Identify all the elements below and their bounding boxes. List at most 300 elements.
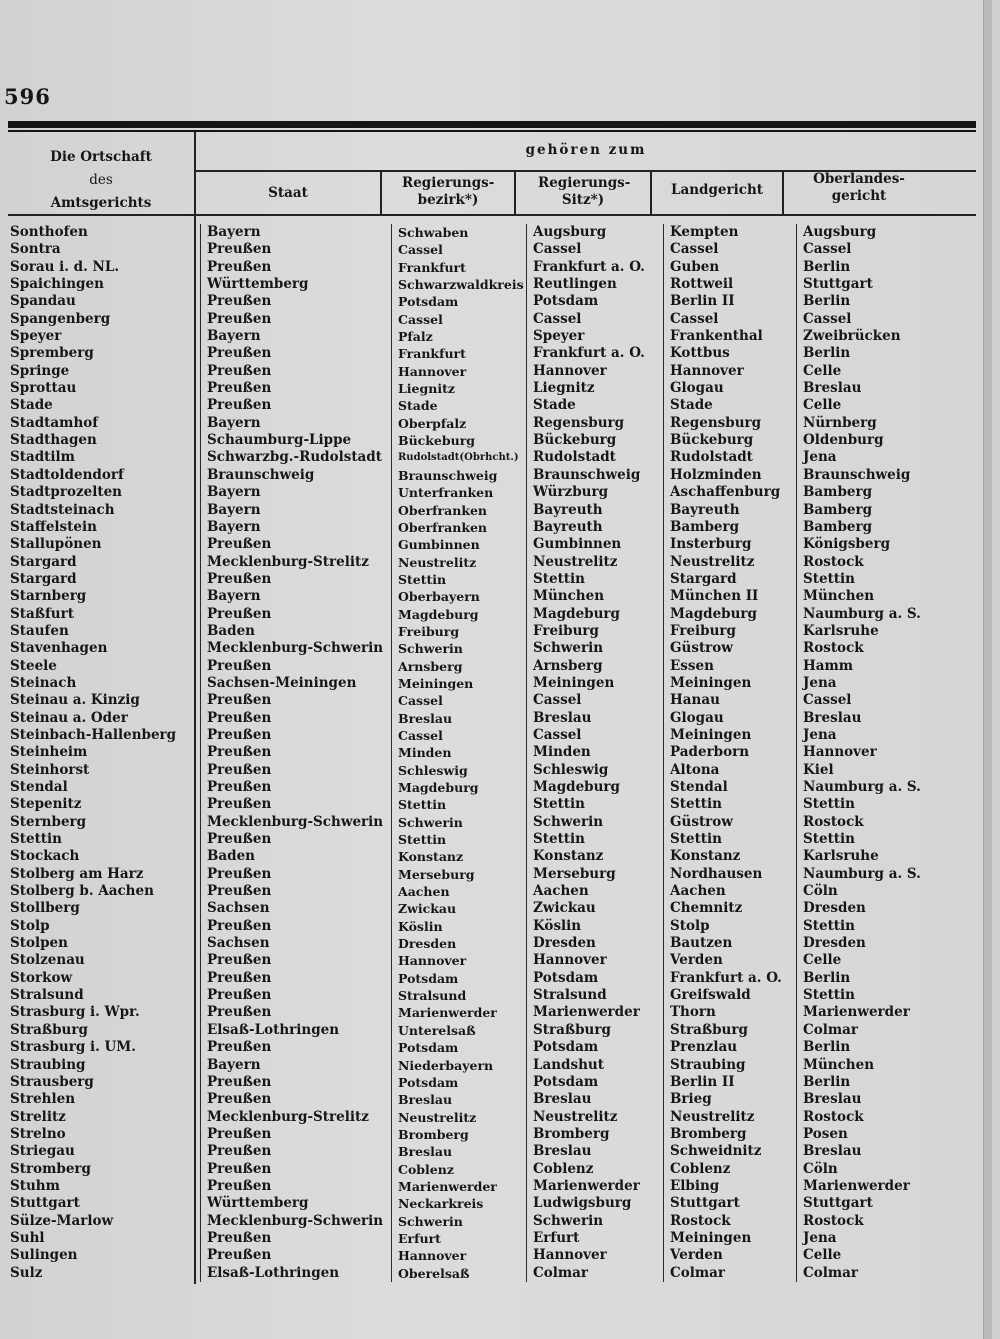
cell-staat: Preußen [200, 831, 391, 848]
cell-landgericht: Stargard [663, 571, 796, 588]
cell-oberlandesgericht: Stettin [796, 831, 953, 848]
cell-oberlandesgericht: Breslau [796, 710, 953, 727]
cell-landgericht: Greifswald [663, 987, 796, 1004]
cell-staat: Mecklenburg-Strelitz [200, 1109, 391, 1126]
table-row [10, 692, 970, 709]
cell-ortschaft: Stadthagen [10, 432, 97, 449]
cell-staat: Elsaß-Lothringen [200, 1022, 391, 1039]
cell-landgericht: Kottbus [663, 345, 796, 362]
cell-regierungssitz: Konstanz [526, 848, 663, 865]
cell-regierungssitz: Regensburg [526, 415, 663, 432]
cell-staat: Preußen [200, 952, 391, 969]
cell-oberlandesgericht: Dresden [796, 900, 953, 917]
cell-oberlandesgericht: Berlin [796, 970, 953, 987]
cell-landgericht: Neustrelitz [663, 1109, 796, 1126]
cell-ortschaft: Sternberg [10, 813, 87, 830]
cell-staat: Preußen [200, 692, 391, 709]
cell-ortschaft: Suhl [10, 1229, 45, 1246]
cell-landgericht: Guben [663, 259, 796, 276]
cell-regierungsbezirk: Potsdam [391, 1039, 526, 1056]
cell-staat: Preußen [200, 397, 391, 414]
header-ortschaft-line2: des [89, 171, 113, 188]
table-row [10, 276, 970, 293]
cell-ortschaft: Staffelstein [10, 518, 97, 535]
cell-ortschaft: Stolberg b. Aachen [10, 883, 154, 900]
cell-landgericht: Stendal [663, 779, 796, 796]
cell-staat: Preußen [200, 311, 391, 328]
cell-regierungssitz: Breslau [526, 1091, 663, 1108]
cell-oberlandesgericht: Karlsruhe [796, 623, 953, 640]
header-ortschaft-line3: Amtsgerichts [50, 194, 152, 211]
cell-landgericht: Freiburg [663, 623, 796, 640]
table-row [10, 952, 970, 969]
table-row [10, 744, 970, 761]
cell-oberlandesgericht: Berlin [796, 1074, 953, 1091]
cell-oberlandesgericht: Marienwerder [796, 1178, 953, 1195]
cell-regierungssitz: Colmar [526, 1265, 663, 1282]
cell-oberlandesgericht: München [796, 1057, 953, 1074]
header-group-label: gehören zum [525, 142, 647, 158]
cell-ortschaft: Spandau [10, 293, 76, 310]
cell-landgericht: Rudolstadt [663, 449, 796, 466]
cell-oberlandesgericht: Naumburg a. S. [796, 606, 953, 623]
cell-regierungsbezirk: Stade [391, 397, 526, 414]
cell-regierungssitz: Aachen [526, 883, 663, 900]
cell-ortschaft: Stralsund [10, 987, 84, 1004]
cell-oberlandesgericht: Stettin [796, 987, 953, 1004]
cell-oberlandesgericht: Bamberg [796, 484, 953, 501]
header-staat: Staat [268, 185, 308, 201]
cell-staat: Preußen [200, 866, 391, 883]
table-row [10, 241, 970, 258]
cell-oberlandesgericht: Zweibrücken [796, 328, 953, 345]
cell-landgericht: Stettin [663, 796, 796, 813]
cell-regierungsbezirk: Zwickau [391, 900, 526, 917]
cell-regierungssitz: Coblenz [526, 1161, 663, 1178]
cell-staat: Preußen [200, 606, 391, 623]
table-row [10, 328, 970, 345]
cell-regierungsbezirk: Breslau [391, 1091, 526, 1108]
table-body [10, 224, 970, 1284]
cell-staat: Preußen [200, 1178, 391, 1195]
cell-ortschaft: Strausberg [10, 1073, 94, 1090]
cell-ortschaft: Straubing [10, 1056, 86, 1073]
cell-regierungsbezirk: Hannover [391, 1247, 526, 1264]
cell-ortschaft: Strehlen [10, 1091, 76, 1108]
table-row [10, 571, 970, 588]
cell-ortschaft: Stuttgart [10, 1195, 80, 1212]
cell-ortschaft: Steinheim [10, 744, 88, 761]
cell-landgericht: Glogau [663, 710, 796, 727]
cell-staat: Sachsen [200, 935, 391, 952]
cell-oberlandesgericht: Bamberg [796, 519, 953, 536]
cell-staat: Mecklenburg-Schwerin [200, 1213, 391, 1230]
cell-regierungsbezirk: Potsdam [391, 293, 526, 310]
table-row [10, 259, 970, 276]
cell-staat: Mecklenburg-Schwerin [200, 814, 391, 831]
cell-ortschaft: Strasburg i. UM. [10, 1039, 136, 1056]
cell-ortschaft: Staßfurt [10, 605, 74, 622]
cell-oberlandesgericht: Rostock [796, 1109, 953, 1126]
cell-staat: Württemberg [200, 276, 391, 293]
cell-staat: Preußen [200, 1143, 391, 1160]
cell-ortschaft: Staufen [10, 622, 69, 639]
cell-landgericht: Insterburg [663, 536, 796, 553]
cell-ortschaft: Stuhm [10, 1177, 60, 1194]
cell-landgericht: Rostock [663, 1213, 796, 1230]
table-row [10, 779, 970, 796]
cell-oberlandesgericht: Berlin [796, 1039, 953, 1056]
cell-regierungsbezirk: Schwaben [391, 224, 526, 241]
cell-oberlandesgericht: Jena [796, 1230, 953, 1247]
table-row [10, 883, 970, 900]
cell-landgericht: Regensburg [663, 415, 796, 432]
cell-landgericht: Hannover [663, 363, 796, 380]
table-row [10, 900, 970, 917]
cell-regierungssitz: Potsdam [526, 293, 663, 310]
cell-oberlandesgericht: Oldenburg [796, 432, 953, 449]
cell-landgericht: Güstrow [663, 814, 796, 831]
cell-ortschaft: Spangenberg [10, 310, 111, 327]
cell-ortschaft: Spremberg [10, 345, 94, 362]
cell-staat: Preußen [200, 744, 391, 761]
cell-regierungsbezirk: Merseburg [391, 866, 526, 883]
table-row [10, 1091, 970, 1108]
table-row [10, 1057, 970, 1074]
cell-landgericht: Brieg [663, 1091, 796, 1108]
cell-regierungssitz: München [526, 588, 663, 605]
cell-ortschaft: Strelno [10, 1125, 66, 1142]
cell-regierungsbezirk: Bromberg [391, 1126, 526, 1143]
cell-regierungsbezirk: Schwarzwaldkreis [391, 276, 526, 293]
cell-oberlandesgericht: Marienwerder [796, 1004, 953, 1021]
cell-landgericht: Stolp [663, 918, 796, 935]
cell-regierungsbezirk: Neckarkreis [391, 1195, 526, 1212]
cell-staat: Preußen [200, 363, 391, 380]
cell-regierungsbezirk: Stralsund [391, 987, 526, 1004]
cell-regierungssitz: Zwickau [526, 900, 663, 917]
cell-oberlandesgericht: Berlin [796, 293, 953, 310]
table-row [10, 293, 970, 310]
table-row [10, 814, 970, 831]
cell-oberlandesgericht: Breslau [796, 1143, 953, 1160]
cell-ortschaft: Striegau [10, 1143, 75, 1160]
page-edge [983, 0, 992, 1339]
cell-oberlandesgericht: Königsberg [796, 536, 953, 553]
table-row [10, 1195, 970, 1212]
cell-landgericht: Straßburg [663, 1022, 796, 1039]
cell-landgericht: Bayreuth [663, 502, 796, 519]
cell-ortschaft: Stettin [10, 831, 62, 848]
cell-regierungsbezirk: Stettin [391, 796, 526, 813]
cell-staat: Schwarzbg.-Rudolstadt [200, 449, 391, 466]
cell-regierungsbezirk: Unterfranken [391, 484, 526, 501]
cell-regierungsbezirk: Köslin [391, 918, 526, 935]
cell-staat: Preußen [200, 918, 391, 935]
cell-ortschaft: Sulingen [10, 1247, 78, 1264]
cell-landgericht: Meiningen [663, 727, 796, 744]
cell-oberlandesgericht: Cöln [796, 883, 953, 900]
cell-regierungsbezirk: Gumbinnen [391, 536, 526, 553]
cell-staat: Sachsen-Meiningen [200, 675, 391, 692]
cell-landgericht: Konstanz [663, 848, 796, 865]
cell-staat: Preußen [200, 1039, 391, 1056]
cell-landgericht: Meiningen [663, 1230, 796, 1247]
table-row [10, 345, 970, 362]
cell-regierungssitz: Potsdam [526, 1039, 663, 1056]
cell-regierungsbezirk: Cassel [391, 692, 526, 709]
cell-regierungsbezirk: Dresden [391, 935, 526, 952]
table-row [10, 1109, 970, 1126]
cell-regierungsbezirk: Aachen [391, 883, 526, 900]
cell-staat: Baden [200, 848, 391, 865]
cell-regierungsbezirk: Schwerin [391, 640, 526, 657]
cell-regierungssitz: Marienwerder [526, 1004, 663, 1021]
cell-ortschaft: Stadtilm [10, 449, 75, 466]
cell-regierungssitz: Frankfurt a. O. [526, 345, 663, 362]
cell-staat: Braunschweig [200, 467, 391, 484]
cell-staat: Schaumburg-Lippe [200, 432, 391, 449]
cell-regierungsbezirk: Liegnitz [391, 380, 526, 397]
cell-regierungsbezirk: Frankfurt [391, 345, 526, 362]
cell-landgericht: Paderborn [663, 744, 796, 761]
cell-staat: Mecklenburg-Schwerin [200, 640, 391, 657]
cell-regierungsbezirk: Neustrelitz [391, 554, 526, 571]
cell-landgericht: Stade [663, 397, 796, 414]
cell-ortschaft: Steinach [10, 674, 77, 691]
cell-regierungssitz: Bayreuth [526, 519, 663, 536]
cell-regierungsbezirk: Cassel [391, 311, 526, 328]
cell-regierungsbezirk: Hannover [391, 952, 526, 969]
cell-regierungssitz: Cassel [526, 311, 663, 328]
cell-regierungssitz: Würzburg [526, 484, 663, 501]
cell-ortschaft: Strasburg i. Wpr. [10, 1004, 140, 1021]
cell-regierungssitz: Minden [526, 744, 663, 761]
cell-ortschaft: Sorau i. d. NL. [10, 258, 120, 275]
table-row [10, 554, 970, 571]
cell-ortschaft: Straßburg [10, 1021, 88, 1038]
cell-landgericht: Bromberg [663, 1126, 796, 1143]
cell-ortschaft: Storkow [10, 969, 73, 986]
table-row [10, 519, 970, 536]
cell-landgericht: Stettin [663, 831, 796, 848]
cell-regierungssitz: Hannover [526, 363, 663, 380]
cell-regierungssitz: Dresden [526, 935, 663, 952]
cell-oberlandesgericht: Augsburg [796, 224, 953, 241]
cell-staat: Bayern [200, 224, 391, 241]
cell-regierungssitz: Cassel [526, 241, 663, 258]
cell-regierungssitz: Landshut [526, 1057, 663, 1074]
cell-landgericht: Verden [663, 952, 796, 969]
cell-regierungsbezirk: Unterelsaß [391, 1022, 526, 1039]
cell-ortschaft: Stadtoldendorf [10, 466, 124, 483]
cell-staat: Preußen [200, 1230, 391, 1247]
cell-ortschaft: Stade [10, 397, 53, 414]
cell-landgericht: Thorn [663, 1004, 796, 1021]
cell-ortschaft: Steele [10, 657, 57, 674]
table-row [10, 1039, 970, 1056]
cell-ortschaft: Stadtamhof [10, 414, 99, 431]
cell-oberlandesgericht: Dresden [796, 935, 953, 952]
cell-regierungsbezirk: Breslau [391, 710, 526, 727]
cell-staat: Preußen [200, 762, 391, 779]
table-row [10, 675, 970, 692]
cell-regierungssitz: Frankfurt a. O. [526, 259, 663, 276]
cell-regierungssitz: Stralsund [526, 987, 663, 1004]
cell-oberlandesgericht: Stettin [796, 918, 953, 935]
cell-regierungsbezirk: Rudolstadt(Obrhcht.) [391, 449, 526, 466]
table-row [10, 1004, 970, 1021]
cell-regierungssitz: Stade [526, 397, 663, 414]
cell-regierungssitz: Potsdam [526, 970, 663, 987]
cell-regierungssitz: Reutlingen [526, 276, 663, 293]
table-row [10, 224, 970, 241]
cell-staat: Preußen [200, 1004, 391, 1021]
cell-ortschaft: Stolp [10, 917, 50, 934]
cell-staat: Preußen [200, 1126, 391, 1143]
cell-regierungsbezirk: Stettin [391, 571, 526, 588]
cell-oberlandesgericht: Bamberg [796, 502, 953, 519]
cell-oberlandesgericht: Cassel [796, 692, 953, 709]
cell-landgericht: Altona [663, 762, 796, 779]
cell-landgericht: Frankenthal [663, 328, 796, 345]
cell-staat: Bayern [200, 519, 391, 536]
cell-regierungssitz: Erfurt [526, 1230, 663, 1247]
cell-landgericht: Aachen [663, 883, 796, 900]
cell-ortschaft: Stolpen [10, 935, 68, 952]
cell-oberlandesgericht: Stuttgart [796, 1195, 953, 1212]
cell-regierungssitz: Neustrelitz [526, 554, 663, 571]
table-row [10, 623, 970, 640]
cell-ortschaft: Stockach [10, 848, 80, 865]
cell-oberlandesgericht: Rostock [796, 1213, 953, 1230]
table-row [10, 484, 970, 501]
cell-landgericht: Berlin II [663, 293, 796, 310]
cell-regierungsbezirk: Coblenz [391, 1161, 526, 1178]
cell-oberlandesgericht: Stettin [796, 796, 953, 813]
cell-regierungsbezirk: Niederbayern [391, 1057, 526, 1074]
table-row [10, 588, 970, 605]
table-row [10, 987, 970, 1004]
table-row [10, 380, 970, 397]
cell-ortschaft: Stolberg am Harz [10, 865, 144, 882]
cell-staat: Preußen [200, 796, 391, 813]
cell-landgericht: Cassel [663, 241, 796, 258]
cell-regierungssitz: Neustrelitz [526, 1109, 663, 1126]
cell-regierungsbezirk: Cassel [391, 727, 526, 744]
table-row [10, 432, 970, 449]
cell-regierungssitz: Braunschweig [526, 467, 663, 484]
cell-oberlandesgericht: Cassel [796, 241, 953, 258]
cell-staat: Preußen [200, 883, 391, 900]
cell-oberlandesgericht: Naumburg a. S. [796, 866, 953, 883]
cell-landgericht: Coblenz [663, 1161, 796, 1178]
cell-staat: Preußen [200, 1161, 391, 1178]
cell-regierungssitz: Bückeburg [526, 432, 663, 449]
cell-oberlandesgericht: Berlin [796, 345, 953, 362]
cell-staat: Preußen [200, 1074, 391, 1091]
table-row [10, 831, 970, 848]
cell-regierungsbezirk: Stettin [391, 831, 526, 848]
cell-staat: Preußen [200, 987, 391, 1004]
cell-oberlandesgericht: Rostock [796, 814, 953, 831]
header-rule-thick [8, 121, 976, 128]
header-regierungsbezirk: Regierungs- bezirk*) [402, 175, 495, 208]
table-row [10, 727, 970, 744]
table-row [10, 1022, 970, 1039]
cell-regierungsbezirk: Marienwerder [391, 1178, 526, 1195]
cell-staat: Bayern [200, 484, 391, 501]
cell-landgericht: Essen [663, 658, 796, 675]
cell-regierungsbezirk: Konstanz [391, 848, 526, 865]
cell-regierungsbezirk: Neustrelitz [391, 1109, 526, 1126]
cell-staat: Preußen [200, 1247, 391, 1264]
cell-staat: Mecklenburg-Strelitz [200, 554, 391, 571]
cell-regierungssitz: Magdeburg [526, 606, 663, 623]
cell-landgericht: Colmar [663, 1265, 796, 1282]
cell-oberlandesgericht: Cassel [796, 311, 953, 328]
table-row [10, 848, 970, 865]
cell-oberlandesgericht: Stettin [796, 571, 953, 588]
cell-regierungsbezirk: Breslau [391, 1143, 526, 1160]
cell-staat: Baden [200, 623, 391, 640]
cell-regierungsbezirk: Magdeburg [391, 606, 526, 623]
cell-regierungssitz: Arnsberg [526, 658, 663, 675]
cell-landgericht: Bückeburg [663, 432, 796, 449]
cell-ortschaft: Stargard [10, 570, 77, 587]
table-row [10, 1178, 970, 1195]
page-number: 596 [4, 84, 51, 109]
header-oberlandesgericht: Oberlandes- gericht [813, 171, 905, 204]
table-row [10, 467, 970, 484]
header-ortschaft [8, 146, 194, 215]
cell-oberlandesgericht: Jena [796, 675, 953, 692]
cell-staat: Bayern [200, 588, 391, 605]
cell-oberlandesgericht: Naumburg a. S. [796, 779, 953, 796]
cell-landgericht: Straubing [663, 1057, 796, 1074]
cell-staat: Bayern [200, 415, 391, 432]
cell-staat: Preußen [200, 536, 391, 553]
table-row [10, 1213, 970, 1230]
cell-landgericht: Nordhausen [663, 866, 796, 883]
cell-landgericht: Aschaffenburg [663, 484, 796, 501]
cell-ortschaft: Sprottau [10, 380, 77, 397]
cell-landgericht: Schweidnitz [663, 1143, 796, 1160]
cell-landgericht: Magdeburg [663, 606, 796, 623]
cell-landgericht: Prenzlau [663, 1039, 796, 1056]
cell-regierungssitz: Freiburg [526, 623, 663, 640]
cell-regierungssitz: Schleswig [526, 762, 663, 779]
cell-landgericht: Kempten [663, 224, 796, 241]
cell-staat: Bayern [200, 502, 391, 519]
cell-ortschaft: Stolzenau [10, 952, 85, 969]
cell-regierungsbezirk: Schwerin [391, 1213, 526, 1230]
cell-oberlandesgericht: Celle [796, 363, 953, 380]
table-row [10, 970, 970, 987]
cell-regierungssitz: Schwerin [526, 1213, 663, 1230]
cell-oberlandesgericht: Rostock [796, 640, 953, 657]
cell-landgericht: Frankfurt a. O. [663, 970, 796, 987]
cell-regierungsbezirk: Potsdam [391, 970, 526, 987]
table-row [10, 796, 970, 813]
cell-regierungsbezirk: Schwerin [391, 814, 526, 831]
cell-staat: Elsaß-Lothringen [200, 1265, 391, 1282]
cell-regierungsbezirk: Oberfranken [391, 519, 526, 536]
cell-landgericht: Elbing [663, 1178, 796, 1195]
table-row [10, 449, 970, 466]
cell-regierungssitz: Rudolstadt [526, 449, 663, 466]
cell-ortschaft: Steinbach-Hallenberg [10, 726, 177, 743]
